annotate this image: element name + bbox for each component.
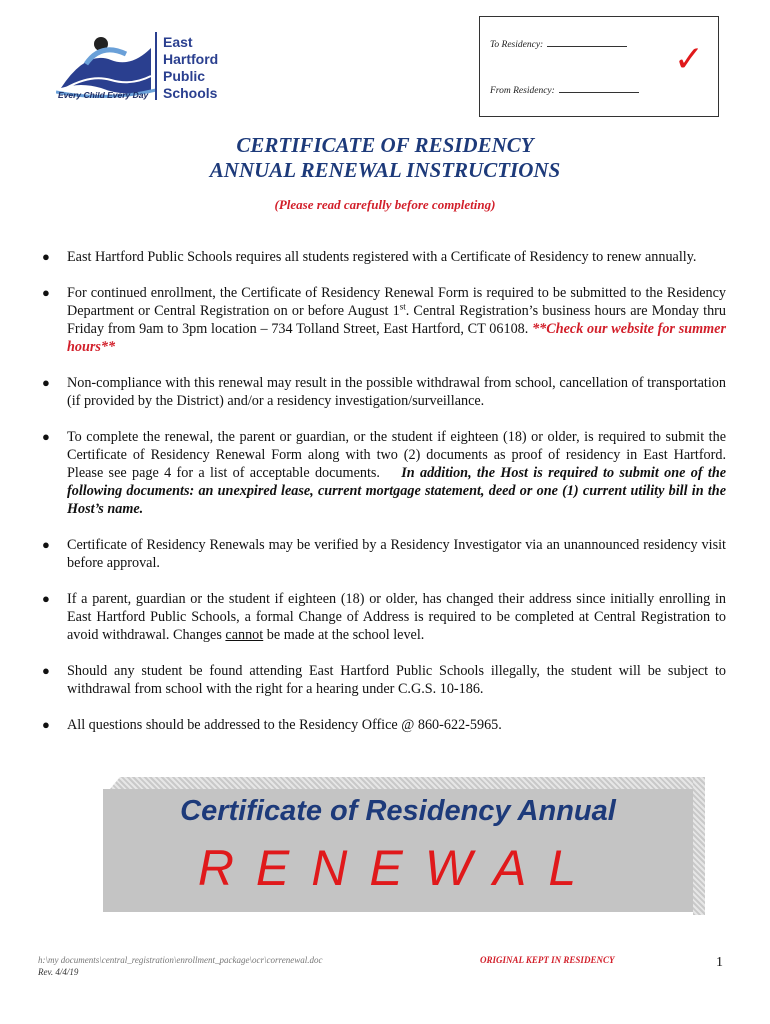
page-subtitle: (Please read carefully before completing) <box>274 197 496 212</box>
bullet-text-4a: To complete the renewal, the parent or guardian, or the student if eighteen (18) or older, is required to submit the Certificate of Residency Renewal Form along with two (2) documents as proof of residency in East Hartford. Please see page 4 for a list of acceptable documents. <box>67 429 726 481</box>
renewal-banner <box>103 789 693 912</box>
bullet-icon: ● <box>42 663 50 678</box>
bullet-text-4b: In addition, the Host is required to submit one of the following documents: an unexpired lease, current mortgage statement, deed or one (1) current utility bill in the Host’s name. <box>67 465 727 517</box>
from-residency-field[interactable] <box>559 83 639 93</box>
checkmark-icon: ✓ <box>673 39 704 80</box>
bullet-text-6-underline: cannot <box>225 627 264 643</box>
list-item <box>40 662 726 698</box>
district-name <box>163 34 218 102</box>
bullet-text-5: Certificate of Residency Renewals may be verified by a Residency Investigator via an unannounced residency visit before approval. <box>67 537 726 571</box>
page-number: 1 <box>716 955 723 970</box>
list-item <box>40 716 726 734</box>
bullet-icon: ● <box>42 429 50 444</box>
bullet-icon: ● <box>42 591 50 606</box>
instruction-list <box>40 248 726 752</box>
from-residency-label: From Residency: <box>490 86 555 96</box>
footer-revision: Rev. 4/4/19 <box>38 967 79 977</box>
bullet-text-6b: be made at the school level. <box>266 627 425 643</box>
footer-original-note: ORIGINAL KEPT IN RESIDENCY <box>480 955 615 965</box>
logo-line-3: Public <box>163 68 206 84</box>
to-residency-label: To Residency: <box>490 40 544 50</box>
list-item <box>40 374 726 410</box>
bullet-text-7: Should any student be found attending East Hartford Public Schools illegally, the student will be subject to withdrawal from school with the right for a hearing under C.G.S. 10-186. <box>67 663 726 697</box>
bullet-text-6a: If a parent, guardian or the student if eighteen (18) or older, has changed their address since initially enrolling in East Hartford Public Schools, a formal Change of Address is required to be completed at Central Registration to avoid withdrawal. Changes <box>67 591 726 643</box>
bullet-text-1: East Hartford Public Schools requires all students registered with a Certificate of Residency to renew annually. <box>67 249 697 265</box>
bullet-text-2a: For continued enrollment, the Certificate of Residency Renewal Form is required to be submitted to the Residency Department or Central Registration on or before August 1 <box>67 285 726 319</box>
bullet-text-2-sup: st <box>399 301 406 312</box>
banner-bevel-top <box>110 777 705 789</box>
logo-tagline: Every Child Every Day <box>58 90 149 100</box>
logo-line-4: Schools <box>163 85 218 101</box>
list-item <box>40 590 726 644</box>
page-title-line-1: CERTIFICATE OF RESIDENCY <box>236 133 534 157</box>
list-item <box>40 284 726 356</box>
to-residency-field[interactable] <box>547 37 627 47</box>
list-item <box>40 536 726 572</box>
to-residency-row <box>490 37 627 50</box>
footer-file-path: h:\my documents\central_registration\enrollment_package\ocr\correnewal.doc <box>38 955 323 965</box>
residency-box <box>479 16 719 117</box>
banner-title: Certificate of Residency Annual <box>180 795 616 827</box>
bullet-icon: ● <box>42 537 50 552</box>
bullet-text-2b: . Central Registration’s business hours are Monday thru Friday from 9am to 3pm location – 734 Tolland Street, East Hartford, CT 06108. <box>67 303 726 337</box>
logo-line-2: Hartford <box>163 51 219 67</box>
bullet-icon: ● <box>42 285 50 300</box>
from-residency-row <box>490 83 639 96</box>
bullet-text-8: All questions should be addressed to the Residency Office @ 860-622-5965. <box>67 717 502 733</box>
list-item <box>40 428 726 518</box>
banner-bevel-side <box>693 777 705 915</box>
logo-line-1: East <box>163 34 193 50</box>
bullet-text-3: Non-compliance with this renewal may result in the possible withdrawal from school, cancellation of transportation (if provided by the District) and/or a residency investigation/surveillance. <box>67 375 726 409</box>
bullet-icon: ● <box>42 249 50 264</box>
list-item <box>40 248 726 266</box>
summer-hours-note: **Check our website for summer hours** <box>67 321 726 355</box>
page-title-line-2: ANNUAL RENEWAL INSTRUCTIONS <box>209 158 561 182</box>
bullet-icon: ● <box>42 717 50 732</box>
bullet-icon: ● <box>42 375 50 390</box>
banner-renewal-word: RENEWAL <box>197 840 599 896</box>
